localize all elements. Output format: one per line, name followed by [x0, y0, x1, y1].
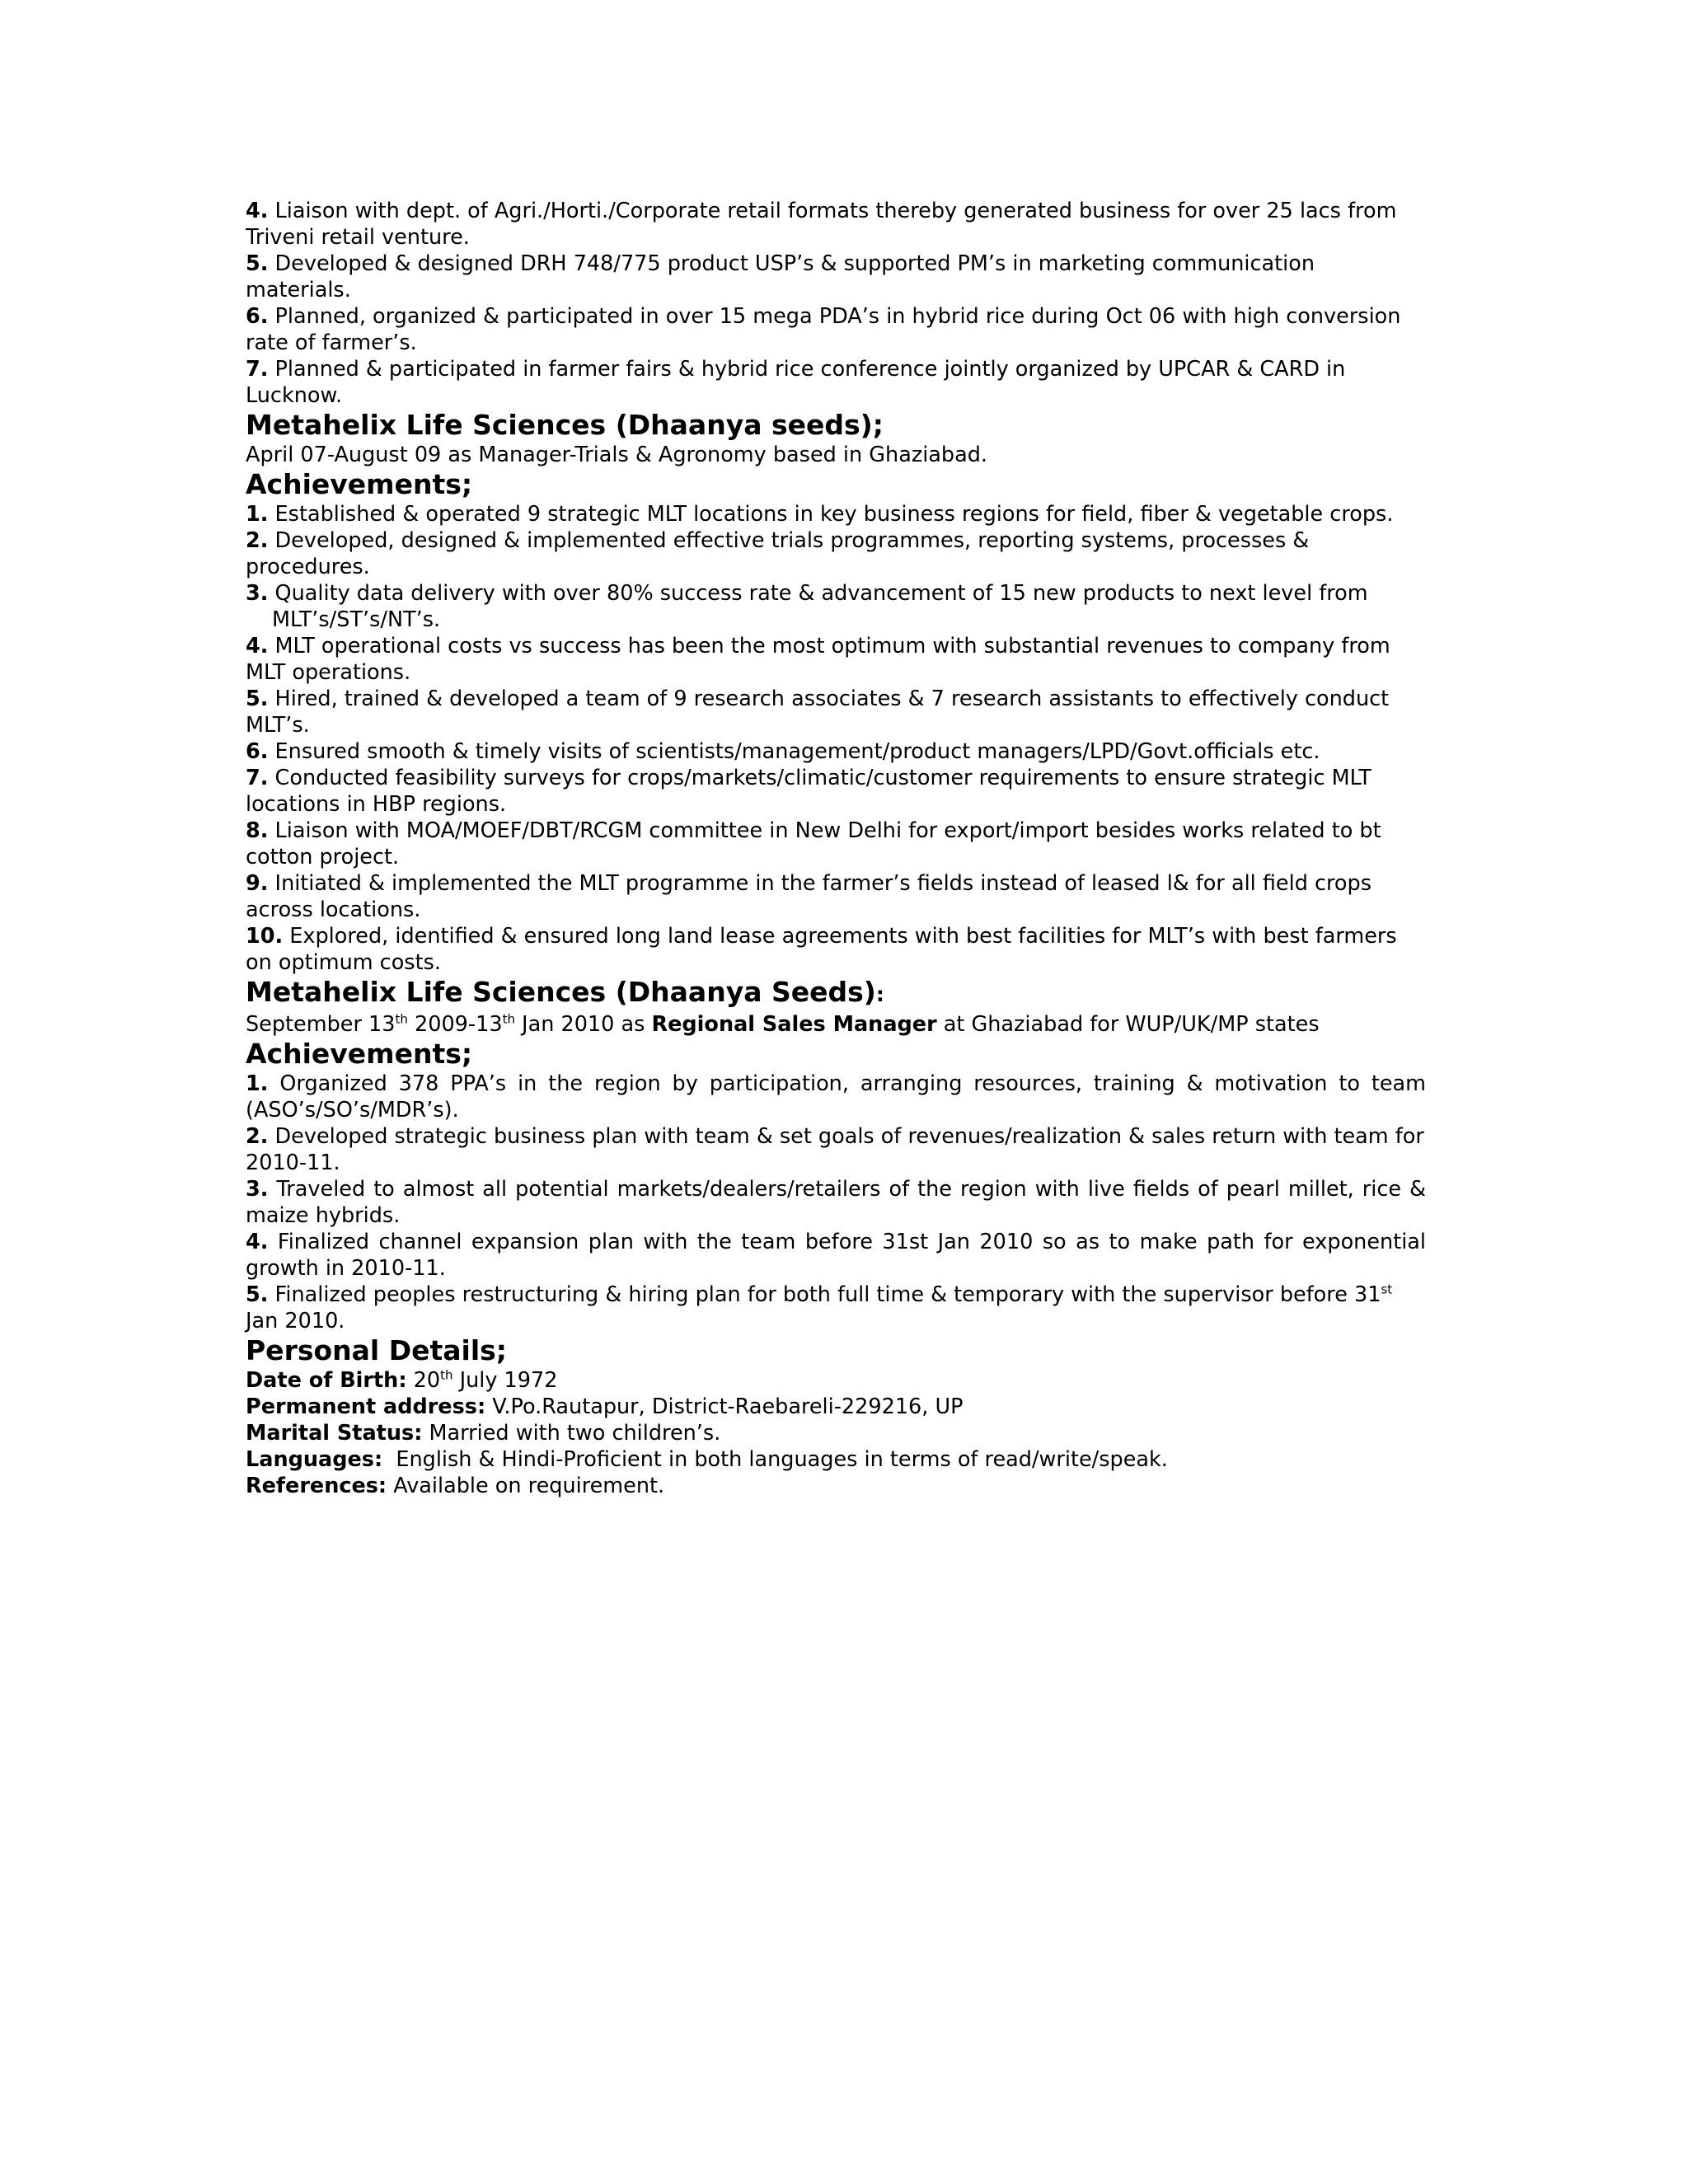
references-value: Available on requirement. [387, 1474, 665, 1498]
achievements-list [246, 501, 1426, 976]
dob-value: 20 [406, 1368, 441, 1393]
ordinal-suffix: st [1381, 1282, 1393, 1297]
item-text: Conducted feasibility surveys for crops/markets/climatic/customer requirements to ensure strategic MLT locations in HBP regions. [246, 766, 1372, 817]
item-number: 6. [246, 739, 269, 764]
section-subtitle [246, 1011, 1426, 1038]
list-item-continuation: MLT’s/ST’s/NT’s. [272, 607, 441, 632]
item-number: 4. [246, 199, 269, 223]
item-number: 5. [246, 251, 269, 276]
list-item [246, 1071, 1426, 1123]
achievements-heading: Achievements; [246, 468, 473, 500]
item-text: Organized 378 PPA’s in the region by participation, arranging resources, training & motivation to team (ASO’s/SO’s/MDR’s). [246, 1071, 1426, 1122]
marital-value: Married with two children’s. [422, 1421, 721, 1446]
dob-row [246, 1367, 1426, 1394]
item-text: Established & operated 9 strategic MLT locations in key business regions for field, fiber & vegetable crops. [268, 502, 1394, 527]
address-row [246, 1394, 1426, 1420]
item-number: 4. [246, 634, 269, 658]
list-item [246, 527, 1426, 580]
item-text: Traveled to almost all potential markets/dealers/retailers of the region with live fields of pearl millet, rice & maize hybrids. [246, 1177, 1426, 1228]
list-item [246, 738, 1426, 765]
item-text: Developed strategic business plan with team & set goals of revenues/realization & sales return with team for 2010-11. [246, 1124, 1424, 1175]
item-text: Finalized peoples restructuring & hiring plan for both full time & temporary with the supervisor before 31 [268, 1282, 1381, 1307]
item-number: 2. [246, 1124, 269, 1149]
subtitle-text: at Ghaziabad for WUP/UK/MP states [936, 1012, 1320, 1037]
list-item [246, 818, 1426, 870]
dob-value: July 1972 [452, 1368, 558, 1393]
address-label: Permanent address: [246, 1394, 486, 1419]
section-heading [246, 976, 1426, 1011]
list-item [246, 1229, 1426, 1282]
item-number: 7. [246, 766, 269, 790]
subtitle-text: September 13 [246, 1012, 396, 1037]
section-heading-text: Metahelix Life Sciences (Dhaanya Seeds) [246, 976, 876, 1008]
list-item [246, 923, 1426, 976]
item-number: 1. [246, 502, 269, 527]
marital-label: Marital Status: [246, 1421, 423, 1446]
item-number: 10. [246, 924, 284, 949]
item-number: 3. [246, 581, 269, 606]
list-item [246, 1176, 1426, 1229]
list-item [246, 765, 1426, 818]
subtitle-text: 2009-13 [407, 1012, 503, 1037]
section-heading: Metahelix Life Sciences (Dhaanya seeds); [246, 409, 884, 441]
personal-details-heading: Personal Details; [246, 1334, 507, 1366]
previous-achievements-list [246, 198, 1426, 409]
list-item [246, 356, 1426, 409]
section-heading-colon: : [875, 982, 884, 1006]
marital-row [246, 1420, 1426, 1446]
ordinal-suffix: th [440, 1367, 453, 1383]
subtitle-text: Jan 2010 as [514, 1012, 652, 1037]
item-number: 6. [246, 304, 269, 329]
item-number: 9. [246, 871, 269, 896]
list-item [246, 686, 1426, 738]
item-number: 5. [246, 687, 269, 711]
item-text: Initiated & implemented the MLT programme in the farmer’s fields instead of leased l& for all field crops across locations. [246, 871, 1372, 922]
item-text: Planned & participated in farmer fairs & hybrid rice conference jointly organized by UPCAR & CARD in Lucknow. [246, 357, 1346, 408]
references-label: References: [246, 1474, 387, 1498]
item-text: Finalized channel expansion plan with the team before 31st Jan 2010 so as to make path for exponential growth in 2010-11. [246, 1230, 1426, 1281]
list-item [246, 580, 1426, 607]
item-text: Quality data delivery with over 80% success rate & advancement of 15 new products to next level from [268, 581, 1368, 606]
item-number: 3. [246, 1177, 269, 1202]
ordinal-suffix: th [395, 1011, 408, 1027]
item-number: 5. [246, 1282, 269, 1307]
item-number: 1. [246, 1071, 269, 1096]
list-item [246, 1282, 1426, 1334]
languages-value: English & Hindi-Proficient in both languages in terms of read/write/speak. [382, 1447, 1168, 1472]
item-text: Developed, designed & implemented effective trials programmes, reporting systems, processes & procedures. [246, 528, 1310, 579]
languages-row [246, 1446, 1426, 1473]
list-item [246, 501, 1426, 527]
list-item [246, 870, 1426, 923]
item-text: Hired, trained & developed a team of 9 research associates & 7 research assistants to effectively conduct MLT’s. [246, 687, 1390, 738]
item-text: Planned, organized & participated in over 15 mega PDA’s in hybrid rice during Oct 06 with high conversion rate of farmer’s. [246, 304, 1401, 355]
item-text: Jan 2010. [246, 1309, 345, 1333]
ordinal-suffix: th [502, 1011, 515, 1027]
references-row [246, 1473, 1426, 1499]
address-value: V.Po.Rautapur, District-Raebareli-229216, UP [485, 1394, 964, 1419]
item-text: Explored, identified & ensured long land lease agreements with best facilities for MLT’s with best farmers on optimum costs. [246, 924, 1397, 975]
item-number: 7. [246, 357, 269, 382]
item-text: Liaison with MOA/MOEF/DBT/RCGM committee in New Delhi for export/import besides works related to bt cotton project. [246, 818, 1381, 869]
item-text: Ensured smooth & timely visits of scientists/management/product managers/LPD/Govt.officials etc. [268, 739, 1320, 764]
list-item [246, 303, 1426, 356]
resume-page [246, 198, 1426, 1499]
list-item [246, 251, 1426, 303]
achievements-heading: Achievements; [246, 1038, 473, 1070]
item-number: 8. [246, 818, 269, 843]
list-item [246, 198, 1426, 251]
dob-label: Date of Birth: [246, 1368, 407, 1393]
achievements-list [246, 1071, 1426, 1334]
item-number: 4. [246, 1230, 269, 1254]
item-text: Liaison with dept. of Agri./Horti./Corporate retail formats thereby generated business for over 25 lacs from Triveni retail venture. [246, 199, 1397, 250]
list-item [246, 633, 1426, 686]
list-item [246, 1123, 1426, 1176]
item-number: 2. [246, 528, 269, 553]
languages-label: Languages: [246, 1447, 383, 1472]
item-text: Developed & designed DRH 748/775 product USP’s & supported PM’s in marketing communication materials. [246, 251, 1315, 302]
item-text: MLT operational costs vs success has been the most optimum with substantial revenues to company from MLT operations. [246, 634, 1390, 685]
section-subtitle: April 07-August 09 as Manager-Trials & Agronomy based in Ghaziabad. [246, 443, 988, 467]
job-title: Regional Sales Manager [651, 1012, 937, 1037]
